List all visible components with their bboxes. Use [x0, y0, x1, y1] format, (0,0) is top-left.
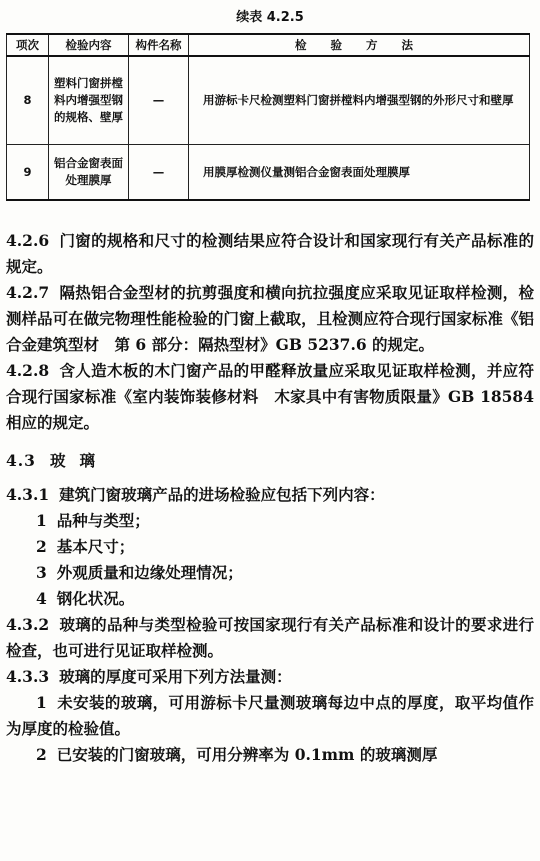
header-component: 构件名称: [129, 34, 189, 56]
clause-text: 建筑门窗玻璃产品的进场检验应包括下列内容：: [59, 485, 385, 504]
clause-text: 含人造木板的木门窗产品的甲醛释放量应采取见证取样检测，并应符合现行国家标准《室内装饰装修材料 木家具中有害物质限量》GB 18584 相应的规定。: [6, 361, 534, 432]
list-item: 1 品种与类型；: [36, 511, 150, 530]
clause-text: 玻璃的厚度可采用下列方法量测：: [59, 667, 292, 686]
row-method: 用膜厚检测仪量测铝合金窗表面处理膜厚: [189, 144, 530, 200]
inspection-table: [6, 33, 530, 201]
body-text: [6, 228, 534, 768]
row-component: —: [129, 56, 189, 144]
clause-number: 4.3.3: [6, 667, 50, 686]
list-item: 2 已安装的门窗玻璃，可用分辨率为 0.1mm 的玻璃测厚: [36, 745, 438, 764]
clause-text: 门窗的规格和尺寸的检测结果应符合设计和国家现行有关产品标准的规定。: [6, 231, 534, 276]
header-method: 检 验 方 法: [189, 34, 530, 56]
clause-4-2-6: [6, 228, 534, 280]
clause-4-3-2: [6, 612, 534, 664]
header-item-no: 项次: [7, 34, 49, 56]
row-content: 铝合金窗表面处理膜厚: [49, 144, 129, 200]
header-content: 检验内容: [49, 34, 129, 56]
table-row: [7, 56, 530, 144]
row-content: 塑料门窗拼樘料内增强型钢的规格、壁厚: [49, 56, 129, 144]
clause-4-2-7: [6, 280, 534, 358]
list-item: 1 未安装的玻璃，可用游标卡尺量测玻璃每边中点的厚度，取平均值作为厚度的检验值。: [6, 693, 534, 738]
clause-number: 4.2.6: [6, 231, 50, 250]
clause-number: 4.2.7: [6, 283, 50, 302]
table-caption: 续表 4.2.5: [236, 10, 304, 25]
clause-text: 隔热铝合金型材的抗剪强度和横向抗拉强度应采取见证取样检测，检测样品可在做完物理性能检验的门窗上截取，且检测应符合现行国家标准《铝合金建筑型材 第 6 部分：隔热型材》GB 5237.6 的规定。: [6, 283, 534, 354]
section-title: 玻璃: [49, 451, 109, 470]
section-heading: [6, 448, 534, 474]
clause-text: 玻璃的品种与类型检验可按国家现行有关产品标准和设计的要求进行检查，也可进行见证取样检测。: [6, 615, 534, 660]
row-no: 9: [7, 144, 49, 200]
row-method: 用游标卡尺检测塑料门窗拼樘料内增强型钢的外形尺寸和壁厚: [189, 56, 530, 144]
clause-4-2-8: [6, 358, 534, 436]
clause-number: 4.2.8: [6, 361, 50, 380]
list-item: 4 钢化状况。: [36, 589, 135, 608]
clause-4-3-1: [6, 482, 534, 508]
list-item: 3 外观质量和边缘处理情况；: [36, 563, 243, 582]
row-no: 8: [7, 56, 49, 144]
table-header-row: [7, 34, 530, 56]
row-component: —: [129, 144, 189, 200]
list-item: 2 基本尺寸；: [36, 537, 135, 556]
clause-4-3-3: [6, 664, 534, 690]
clause-number: 4.3.1: [6, 485, 50, 504]
table-row: [7, 144, 530, 200]
section-number: 4.3: [6, 451, 36, 470]
clause-number: 4.3.2: [6, 615, 50, 634]
